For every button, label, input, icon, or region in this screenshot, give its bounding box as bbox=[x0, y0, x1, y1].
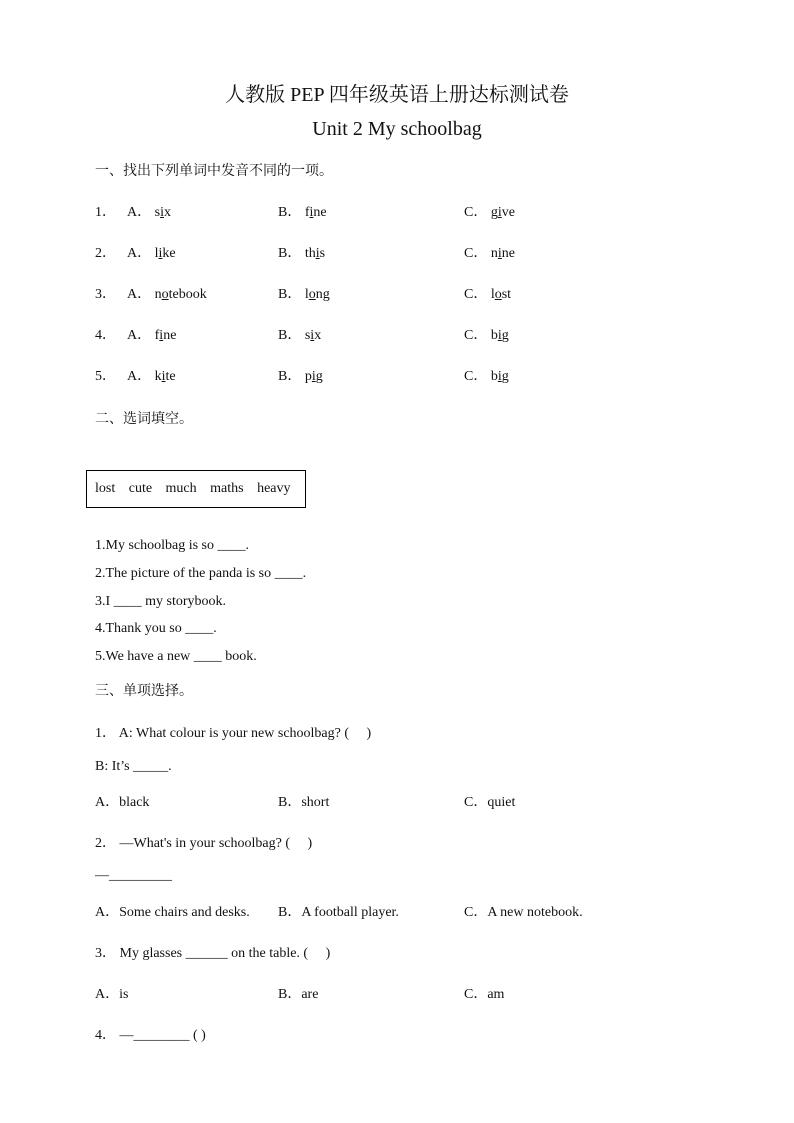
q2-question: 2． —What's in your schoolbag? ( ) bbox=[95, 836, 313, 851]
q1-question: 1． A: What colour is your new schoolbag? ( ) bbox=[95, 726, 372, 741]
word-part: l bbox=[154, 246, 159, 261]
word-part: ne bbox=[163, 328, 177, 343]
word-part: st bbox=[501, 287, 512, 302]
word-part: ne bbox=[313, 205, 327, 220]
section1-heading: 一、找出下列单词中发音不同的一项。 bbox=[95, 163, 333, 179]
underlined-letter: i bbox=[497, 246, 502, 261]
word-part: p bbox=[304, 369, 312, 384]
option-label: A． bbox=[127, 369, 152, 384]
underlined-letter: i bbox=[309, 205, 314, 220]
word-part: k bbox=[154, 369, 162, 384]
question-number: 1． bbox=[95, 205, 116, 220]
option-c bbox=[464, 283, 511, 303]
word-part: ne bbox=[501, 246, 515, 261]
q1-line2: B: It’s _____. bbox=[95, 759, 172, 774]
q2-line2: —_________ bbox=[95, 868, 172, 883]
option-c bbox=[464, 201, 515, 221]
option-a bbox=[127, 201, 171, 221]
underlined-letter: i bbox=[161, 369, 166, 384]
q3-option-a: A．is bbox=[95, 987, 129, 1002]
q2-option-c: C．A new notebook. bbox=[464, 905, 583, 920]
word-part: x bbox=[314, 328, 322, 343]
word-part: ve bbox=[501, 205, 515, 220]
word-part: f bbox=[154, 328, 160, 343]
option-a bbox=[127, 365, 176, 385]
question-number: 3． bbox=[95, 287, 116, 302]
q3-option-b: B．are bbox=[278, 987, 319, 1002]
underlined-letter: i bbox=[158, 246, 163, 261]
option-label: B． bbox=[278, 369, 302, 384]
option-label: A． bbox=[127, 287, 152, 302]
option-label: B． bbox=[278, 205, 302, 220]
option-label: B． bbox=[278, 328, 302, 343]
option-label: A． bbox=[127, 328, 152, 343]
option-c bbox=[464, 324, 509, 344]
fill-item-5: 5.We have a new ____ book. bbox=[95, 649, 257, 664]
question-number: 5． bbox=[95, 369, 116, 384]
word-part: g bbox=[315, 369, 323, 384]
option-label: C． bbox=[464, 246, 488, 261]
option-b bbox=[278, 283, 330, 303]
word-part: b bbox=[490, 369, 498, 384]
word-part: x bbox=[163, 205, 171, 220]
page-subtitle: Unit 2 My schoolbag bbox=[312, 118, 482, 140]
q3-option-c: C．am bbox=[464, 987, 505, 1002]
underlined-letter: i bbox=[160, 205, 164, 220]
word-part: te bbox=[165, 369, 176, 384]
option-b bbox=[278, 365, 323, 385]
option-b bbox=[278, 201, 327, 221]
word-part: g bbox=[490, 205, 498, 220]
underlined-letter: o bbox=[161, 287, 169, 302]
option-label: C． bbox=[464, 287, 488, 302]
word-box: lost cute much maths heavy bbox=[86, 470, 306, 508]
page-title: 人教版 PEP 四年级英语上册达标测试卷 bbox=[225, 84, 569, 106]
fill-item-1: 1.My schoolbag is so ____. bbox=[95, 538, 249, 553]
underlined-letter: i bbox=[497, 328, 502, 343]
option-label: C． bbox=[464, 369, 488, 384]
option-a bbox=[127, 283, 207, 303]
option-b bbox=[278, 324, 321, 344]
section3-heading: 三、单项选择。 bbox=[95, 683, 193, 699]
option-label: A． bbox=[127, 246, 152, 261]
option-label: C． bbox=[464, 328, 488, 343]
underlined-letter: o bbox=[308, 287, 316, 302]
word-part: s bbox=[319, 246, 326, 261]
word-part: ng bbox=[315, 287, 330, 302]
underlined-letter: o bbox=[494, 287, 502, 302]
fill-item-4: 4.Thank you so ____. bbox=[95, 621, 217, 636]
underlined-letter: i bbox=[497, 205, 502, 220]
option-b bbox=[278, 242, 325, 262]
option-a bbox=[127, 242, 176, 262]
underlined-letter: i bbox=[159, 328, 164, 343]
question-number: 2． bbox=[95, 246, 116, 261]
q3-question: 3． My glasses ______ on the table. ( ) bbox=[95, 946, 331, 961]
word-part: th bbox=[304, 246, 316, 261]
word-part: l bbox=[490, 287, 495, 302]
word-part: n bbox=[490, 246, 498, 261]
word-part: g bbox=[501, 369, 509, 384]
word-part: s bbox=[154, 205, 161, 220]
q4-question: 4． —________ ( ) bbox=[95, 1028, 206, 1043]
word-part: f bbox=[304, 205, 310, 220]
q1-option-c: C．quiet bbox=[464, 795, 516, 810]
word-part: l bbox=[304, 287, 309, 302]
option-label: B． bbox=[278, 287, 302, 302]
word-part: ke bbox=[162, 246, 176, 261]
underlined-letter: i bbox=[311, 369, 316, 384]
q2-option-a: A．Some chairs and desks. bbox=[95, 905, 250, 920]
word-part: tebook bbox=[168, 287, 207, 302]
underlined-letter: i bbox=[315, 246, 320, 261]
q2-option-b: B．A football player. bbox=[278, 905, 399, 920]
word-part: s bbox=[304, 328, 311, 343]
question-number: 4． bbox=[95, 328, 116, 343]
option-label: C． bbox=[464, 205, 488, 220]
option-a bbox=[127, 324, 176, 344]
word-part: g bbox=[501, 328, 509, 343]
option-c bbox=[464, 365, 509, 385]
underlined-letter: i bbox=[497, 369, 502, 384]
q1-option-b: B．short bbox=[278, 795, 330, 810]
option-c bbox=[464, 242, 515, 262]
fill-item-3: 3.I ____ my storybook. bbox=[95, 594, 227, 609]
fill-item-2: 2.The picture of the panda is so ____. bbox=[95, 566, 307, 581]
word-part: n bbox=[154, 287, 162, 302]
section2-heading: 二、选词填空。 bbox=[95, 411, 193, 427]
underlined-letter: i bbox=[310, 328, 315, 343]
word-part: b bbox=[490, 328, 498, 343]
option-label: A． bbox=[127, 205, 152, 220]
q1-option-a: A．black bbox=[95, 795, 150, 810]
option-label: B． bbox=[278, 246, 302, 261]
